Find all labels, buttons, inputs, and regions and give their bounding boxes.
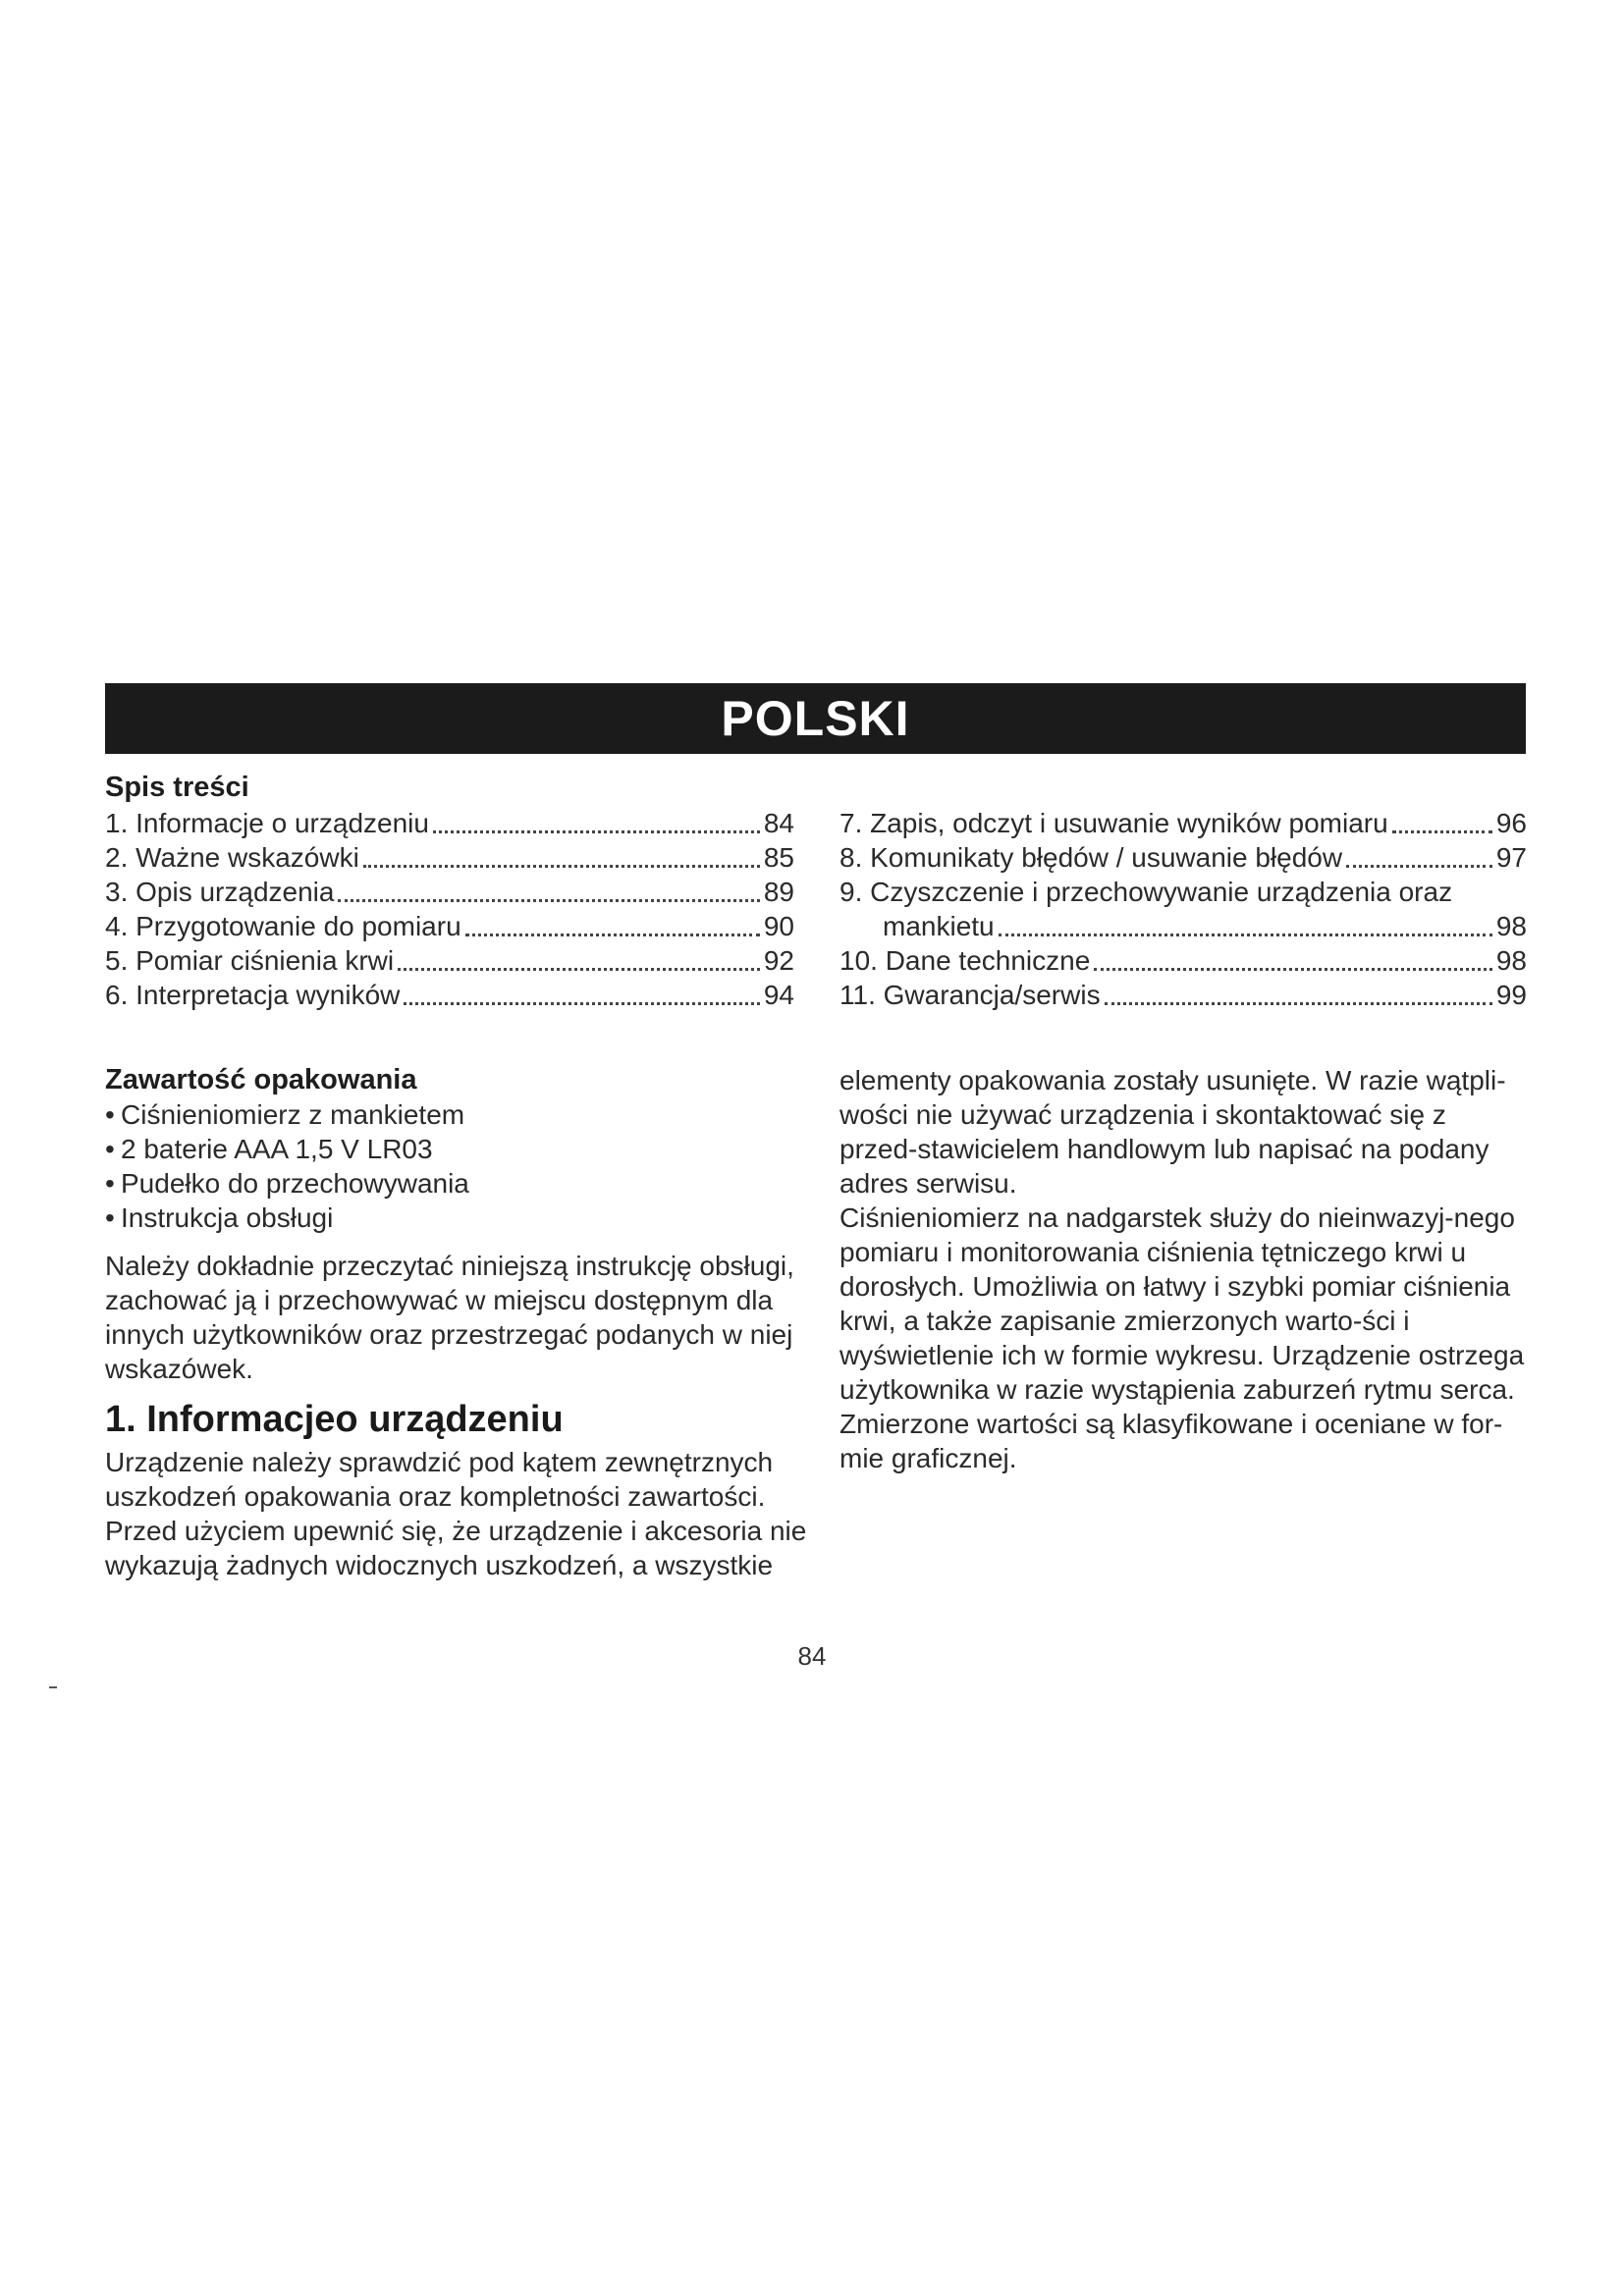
toc-leader bbox=[338, 898, 759, 902]
toc-leader bbox=[433, 829, 760, 833]
toc-entry-page: 96 bbox=[1495, 808, 1527, 838]
toc-entry-page: 94 bbox=[763, 980, 794, 1010]
toc-entry-page: 92 bbox=[763, 945, 794, 976]
language-banner: POLSKI bbox=[105, 683, 1526, 754]
reading-instructions-note: Należy dokładnie przeczytać niniejszą instrukcję obsługi, zachować ją i przechowywać w miejscu dostępnym dla innych użytkowników oraz przestrzegać podanych w niej wskazówek. bbox=[105, 1251, 794, 1384]
toc-entry[interactable] bbox=[839, 805, 1527, 839]
section-1-paragraph-4: Zmierzone wartości są klasyfikowane i oceniane w for-mie graficznej. bbox=[839, 1409, 1503, 1473]
toc-entry[interactable] bbox=[105, 908, 794, 942]
toc-entry-title-cont: mankietu bbox=[883, 911, 995, 941]
toc-entry-title: 6. Interpretacja wyników bbox=[105, 980, 401, 1010]
toc-entry[interactable] bbox=[105, 839, 794, 874]
list-item: • Ciśnieniomierz z mankietem bbox=[105, 1099, 465, 1130]
toc-entry-title: 4. Przygotowanie do pomiaru bbox=[105, 911, 461, 941]
toc-entry-page: 99 bbox=[1495, 980, 1527, 1010]
page-number: 84 bbox=[797, 1641, 827, 1671]
toc-left-column bbox=[105, 805, 794, 1011]
list-item: • Instrukcja obsługi bbox=[105, 1202, 334, 1233]
bullet-icon: • bbox=[105, 1099, 115, 1130]
toc-entry[interactable] bbox=[839, 977, 1527, 1011]
toc-entry-page: 98 bbox=[1495, 945, 1527, 976]
toc-leader bbox=[363, 864, 760, 868]
toc-entry-title: 3. Opis urządzenia bbox=[105, 877, 335, 907]
toc-entry-title: 9. Czyszczenie i przechowywanie urządzenia oraz bbox=[839, 877, 1453, 907]
toc-leader bbox=[1392, 829, 1492, 833]
toc-entry[interactable] bbox=[839, 942, 1527, 977]
toc-entry-title: 1. Informacje o urządzeniu bbox=[105, 808, 429, 838]
toc-entry-title: 11. Gwarancja/serwis bbox=[839, 980, 1101, 1010]
toc-entry-page: 98 bbox=[1495, 911, 1527, 941]
toc-leader bbox=[1105, 1001, 1492, 1005]
toc-leader bbox=[465, 933, 760, 936]
list-item: • Pudełko do przechowywania bbox=[105, 1168, 469, 1199]
body-right-column bbox=[839, 1063, 1527, 1475]
bullet-icon: • bbox=[105, 1134, 115, 1164]
toc-entry-page: 85 bbox=[763, 842, 794, 873]
package-contents-heading: Zawartość opakowania bbox=[105, 1064, 417, 1095]
bullet-icon: • bbox=[105, 1202, 115, 1233]
toc-entry-title: 8. Komunikaty błędów / usuwanie błędów bbox=[839, 842, 1343, 873]
toc-leader bbox=[1094, 967, 1492, 971]
toc-entry-title: 5. Pomiar ciśnienia krwi bbox=[105, 945, 395, 976]
toc-entry[interactable] bbox=[839, 839, 1527, 874]
section-1-paragraph-3: Ciśnieniomierz na nadgarstek służy do nieinwazyj-nego pomiaru i monitorowania ciśnienia tętniczego krwi u dorosłych. Umożliwia on łatwy i szybki pomiar ciśnienia krwi, a także zapisanie zmierzonych warto-ści i wyświetlenie ich w formie wykresu. Urządzenie ostrzega użytkownika w razie wystąpienia zaburzeń rytmu serca. bbox=[839, 1202, 1525, 1405]
toc-entry-title: 7. Zapis, odczyt i usuwanie wyników pomiaru bbox=[839, 808, 1388, 838]
toc-entry-page: 89 bbox=[763, 877, 794, 907]
toc-entry[interactable] bbox=[105, 874, 794, 908]
toc-heading: Spis treści bbox=[105, 772, 249, 803]
toc-entry[interactable] bbox=[105, 977, 794, 1011]
toc-right-column bbox=[839, 805, 1527, 1011]
body-left-column bbox=[105, 1063, 807, 1582]
toc-leader bbox=[999, 933, 1492, 936]
section-1-paragraph-1: Urządzenie należy sprawdzić pod kątem zewnętrznych uszkodzeń opakowania oraz kompletności zawartości. Przed użyciem upewnić się, że urządzenie i akcesoria nie wykazują żadnych widocznych uszkodzeń, a wszystkie bbox=[105, 1447, 807, 1580]
toc-entry[interactable] bbox=[105, 805, 794, 839]
toc-leader bbox=[1346, 864, 1492, 868]
toc-entry-page: 84 bbox=[763, 808, 794, 838]
list-item: • 2 baterie AAA 1,5 V LR03 bbox=[105, 1134, 433, 1164]
toc-entry[interactable] bbox=[105, 942, 794, 977]
toc-leader bbox=[404, 1001, 759, 1005]
package-contents-list bbox=[105, 1097, 807, 1235]
toc-entry[interactable] bbox=[839, 874, 1527, 908]
toc-entry-title: 2. Ważne wskazówki bbox=[105, 842, 359, 873]
margin-mark bbox=[49, 1686, 57, 1688]
toc-entry-title: 10. Dane techniczne bbox=[839, 945, 1091, 976]
section-1-paragraph-2: elementy opakowania zostały usunięte. W razie wątpli-wości nie używać urządzenia i skontaktować się z przed-stawicielem handlowym lub napisać na podany adres serwisu. bbox=[839, 1065, 1506, 1199]
toc-entry-continuation[interactable] bbox=[839, 908, 1527, 942]
toc-leader bbox=[398, 967, 760, 971]
bullet-icon: • bbox=[105, 1168, 115, 1199]
toc-entry-page: 97 bbox=[1495, 842, 1527, 873]
toc-entry-page: 90 bbox=[763, 911, 794, 941]
section-1-heading: 1. Informacjeo urządzeniu bbox=[105, 1399, 564, 1440]
